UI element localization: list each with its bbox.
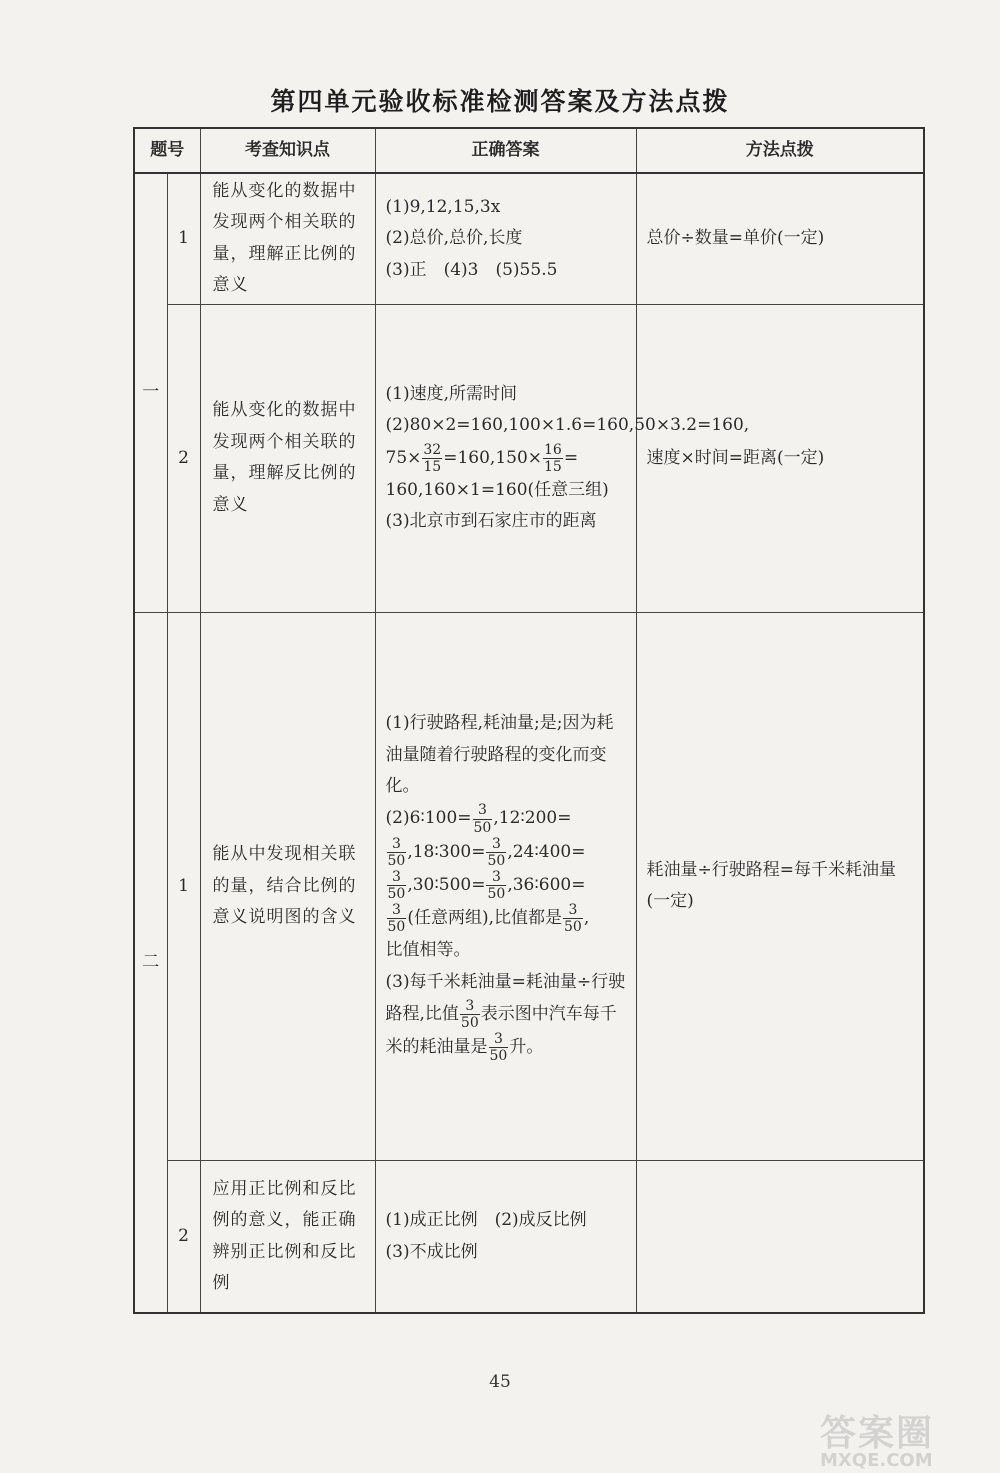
- answer-table: [133, 127, 925, 1314]
- answer-line: [386, 902, 626, 935]
- answer-line: (2)总价,总价,长度: [385, 228, 523, 249]
- answer-text: =160,150×: [443, 447, 543, 468]
- header-answer: 正确答案: [375, 128, 636, 173]
- header-knowledge: 考查知识点: [200, 128, 375, 173]
- fraction-numerator: 3: [563, 902, 583, 919]
- answer-text: (任意两组),比值都是: [407, 908, 562, 929]
- answer-line: (1)速度,所需时间: [385, 383, 517, 404]
- fraction-numerator: 32: [423, 441, 442, 458]
- answer-line: [386, 869, 626, 902]
- answer-text: ,30∶500=: [407, 874, 486, 895]
- watermark-text: 答案圈: [820, 1413, 935, 1454]
- fraction: [489, 1031, 509, 1064]
- answer-line: (1)成正比例 (2)成反比例 (3)不成比例: [385, 1210, 604, 1262]
- method-cell: 耗油量÷行驶路程=每千米耗油量(一定): [636, 612, 924, 1160]
- fraction-numerator: 3: [473, 802, 493, 819]
- fraction: [422, 442, 442, 475]
- knowledge-cell: 能从变化的数据中发现两个相关联的量，理解反比例的意义: [200, 304, 375, 612]
- fraction-numerator: 3: [387, 902, 407, 919]
- answer-text: 升。: [509, 1037, 544, 1058]
- item-number: 2: [167, 304, 200, 612]
- method-cell: 总价÷数量=单价(一定): [636, 173, 924, 304]
- table-row: [134, 612, 924, 1160]
- header-method: 方法点拨: [636, 128, 924, 173]
- fraction: [543, 442, 563, 475]
- answer-line: [386, 967, 626, 1065]
- fraction: [387, 836, 407, 869]
- section-label: 二: [134, 612, 167, 1313]
- fraction-denominator: 50: [387, 885, 406, 902]
- fraction: [387, 902, 407, 935]
- answer-text: 75×: [385, 447, 422, 468]
- answer-line: [386, 442, 626, 475]
- method-cell: 速度×时间=距离(一定): [636, 304, 924, 612]
- method-cell: [636, 1160, 924, 1313]
- fraction-numerator: 16: [544, 441, 562, 458]
- fraction-numerator: 3: [387, 869, 407, 886]
- fraction-denominator: 50: [489, 1048, 508, 1065]
- fraction-denominator: 50: [564, 919, 582, 936]
- answer-line: [386, 802, 626, 835]
- answer-text: (3)每千米耗油量=耗油量÷行驶路程,比值: [385, 971, 626, 1025]
- item-number: 1: [167, 612, 200, 1160]
- table-header-row: [134, 128, 924, 173]
- knowledge-cell: 应用正比例和反比例的意义，能正确辨别正比例和反比例: [200, 1160, 375, 1313]
- section-label: 一: [134, 173, 167, 612]
- fraction: [486, 836, 506, 869]
- fraction: [486, 869, 506, 902]
- knowledge-cell: 能从变化的数据中发现两个相关联的量，理解正比例的意义: [200, 173, 375, 304]
- fraction-denominator: 15: [544, 458, 562, 475]
- answer-line: (3)北京市到石家庄市的距离: [385, 511, 597, 532]
- page-number: 45: [489, 1372, 511, 1392]
- item-number: 1: [167, 173, 200, 304]
- answer-line: 比值相等。: [385, 940, 471, 961]
- fraction-numerator: 3: [486, 869, 506, 886]
- answer-cell: [375, 173, 636, 304]
- table-row: [134, 1160, 924, 1313]
- knowledge-cell: 能从中发现相关联的量，结合比例的意义说明图的含义: [200, 612, 375, 1160]
- answer-line: (3)正 (4)3 (5)55.5: [385, 259, 558, 280]
- fraction-numerator: 3: [489, 1031, 509, 1048]
- table-row: [134, 304, 924, 612]
- answer-line: [386, 836, 626, 869]
- answer-text: ,: [583, 908, 590, 929]
- fraction: [460, 998, 480, 1031]
- answer-text: ,18∶300=: [407, 841, 486, 862]
- answer-text: ,36∶600=: [507, 874, 586, 895]
- answer-text: ,12∶200=: [493, 808, 572, 829]
- fraction-denominator: 50: [387, 919, 406, 936]
- header-question-number: 题号: [134, 128, 200, 173]
- answer-text: =: [563, 447, 579, 468]
- fraction-numerator: 3: [460, 998, 480, 1015]
- answer-text: 表示图中汽车每千米的耗油量是: [385, 1004, 617, 1058]
- item-number: 2: [167, 1160, 200, 1313]
- fraction-denominator: 15: [423, 458, 442, 475]
- watermark-url: MXQE.COM: [820, 1450, 933, 1471]
- fraction-denominator: 50: [387, 852, 406, 869]
- answer-line: (1)行驶路程,耗油量;是;因为耗油量随着行驶路程的变化而变化。: [385, 713, 614, 796]
- answer-cell: [375, 1160, 636, 1313]
- answer-text: (2)6∶100=: [385, 808, 472, 829]
- fraction: [387, 869, 407, 902]
- fraction: [563, 902, 583, 935]
- page-title: 第四单元验收标准检测答案及方法点拨: [270, 87, 730, 116]
- answer-line: 160,160×1=160(任意三组): [385, 479, 609, 500]
- answer-line: (1)9,12,15,3x: [385, 196, 501, 217]
- answer-cell: [375, 612, 636, 1160]
- fraction-denominator: 50: [487, 852, 506, 869]
- watermark-logo: [820, 1405, 990, 1471]
- answer-line: (2)80×2=160,100×1.6=160,50×3.2=160,: [385, 415, 750, 436]
- fraction-denominator: 50: [473, 819, 492, 836]
- fraction-numerator: 3: [486, 836, 506, 853]
- fraction-numerator: 3: [387, 836, 407, 853]
- fraction-denominator: 50: [487, 885, 506, 902]
- table-row: [134, 173, 924, 304]
- fraction-denominator: 50: [460, 1015, 479, 1032]
- fraction: [473, 802, 493, 835]
- answer-text: ,24∶400=: [507, 841, 586, 862]
